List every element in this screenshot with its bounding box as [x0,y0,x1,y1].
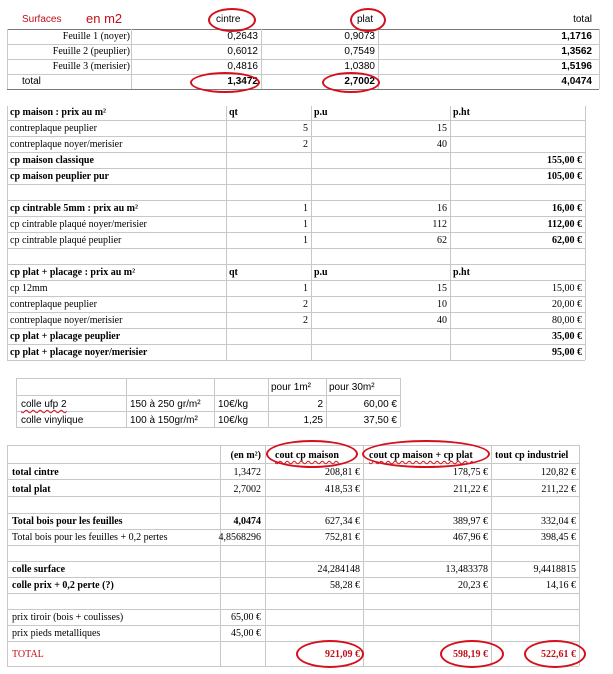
summary-row-m2: 2,7002 [233,484,261,495]
col-header-pht: p.ht [453,107,470,118]
annotation-circle [362,440,490,468]
surface-row-label: Feuille 1 (noyer) [62,31,130,42]
summary-row-m2: 4,0474 [233,516,261,527]
cp-row-pu: 16 [437,203,447,214]
grand-total-label: TOTAL [12,649,44,660]
summary-row-label: prix tiroir (bois + coulisses) [12,612,124,623]
col-header-1m: pour 1m² [271,382,312,393]
annotation-circle [524,640,586,668]
summary-row-maison: 418,53 € [325,484,360,495]
col-header-cout-maison-text: cout cp maison [275,450,339,461]
summary-row-maison: 24,284148 [317,564,360,575]
cp-row-label: contreplaque noyer/merisier [10,139,123,150]
cp-row-pht: 112,00 € [547,219,582,230]
cp-row-qt: 2 [303,299,308,310]
colle-q30: 37,50 € [363,415,397,426]
cp-row-label: cp 12mm [10,283,48,294]
cp-row-pu: 15 [437,283,447,294]
col-header-qt: qt [229,107,238,118]
annotation-circle [350,8,386,32]
cp-row-label: contreplaque noyer/merisier [10,315,123,326]
colle-q1: 1,25 [303,415,323,426]
summary-row-m2: 65,00 € [231,612,261,623]
summary-row-indus: 398,45 € [541,532,576,543]
col-header-30m: pour 30m² [329,382,375,393]
cp-maison-title: cp maison : prix au m² [10,107,107,118]
summary-row-plat: 211,22 € [453,484,488,495]
cp-row-pht: 15,00 € [552,283,582,294]
summary-row-m2: 4,8568296 [218,532,261,543]
surfaces-title: Surfaces [22,14,62,25]
cp-total-value: 105,00 € [547,171,582,182]
cp-total-label: cp maison peuplier pur [10,171,109,182]
summary-row-plat: 13,483378 [445,564,488,575]
summary-row-plat: 178,75 € [453,467,488,478]
col-header-plat: plat [357,14,374,25]
cp-row-qt: 5 [303,123,308,134]
colle-q30: 60,00 € [363,399,397,410]
cp-plat-title: cp plat + placage : prix au m² [10,267,136,278]
summary-row-maison: 627,34 € [325,516,360,527]
summary-row-label: total cintre [12,467,59,478]
summary-row-plat: 467,96 € [453,532,488,543]
cp-row-pu: 10 [437,299,447,310]
col-header-pu: p.u [314,107,328,118]
col-header-qt: qt [229,267,238,278]
cp-row-pu: 15 [437,123,447,134]
grand-total-plat: 598,19 € [453,649,488,660]
surface-row-total: 1,3562 [561,46,592,57]
annotation-circle [296,640,364,668]
summary-row-indus: 9,4418815 [533,564,576,575]
surface-row-total: 1,5196 [561,61,592,72]
cp-row-pht: 80,00 € [552,315,582,326]
summary-row-label: Total bois pour les feuilles [12,516,123,527]
col-header-cintre: cintre [216,14,241,25]
grand-total-indus: 522,61 € [541,649,576,660]
cp-row-pht: 62,00 € [552,235,582,246]
cp-row-qt: 1 [303,235,308,246]
summary-row-label: prix pieds metalliques [12,628,101,639]
cp-cintrable-label: cp cintrable plaqué noyer/merisier [10,219,147,230]
cp-row-label: contreplaque peuplier [10,299,97,310]
surfaces-unit: en m2 [86,11,123,26]
col-header-pht: p.ht [453,267,470,278]
summary-row-maison: 752,81 € [325,532,360,543]
annotation-circle [266,440,358,468]
surface-row-plat: 0,7549 [344,46,375,57]
summary-row-m2: 45,00 € [231,628,261,639]
colle-grammage: 100 à 150gr/m² [130,415,198,426]
cp-row-qt: 1 [303,219,308,230]
summary-row-maison: 58,28 € [330,580,360,591]
cp-row-pu: 62 [437,235,447,246]
surface-row-cintre: 0,6012 [227,46,258,57]
grand-total-maison: 921,09 € [325,649,360,660]
cp-total-value: 95,00 € [552,347,582,358]
surface-row-cintre: 0,4816 [227,61,258,72]
colle-price: 10€/kg [218,415,249,426]
annotation-circle [190,72,260,93]
surface-row-plat: 1,0380 [344,61,375,72]
col-header-pu: p.u [314,267,328,278]
cp-total-value: 35,00 € [552,331,582,342]
cp-row-pu: 112 [432,219,447,230]
summary-row-indus: 211,22 € [541,484,576,495]
cp-total-label: cp plat + placage noyer/merisier [10,347,148,358]
surface-total-total: 4,0474 [561,76,592,87]
cp-total-label: cp plat + placage peuplier [10,331,121,342]
cp-cintrable-label: cp cintrable 5mm : prix au m² [10,203,138,214]
summary-row-indus: 120,82 € [541,467,576,478]
cp-cintrable-label: cp cintrable plaqué peuplier [10,235,122,246]
surface-row-label: Feuille 3 (merisier) [52,61,130,72]
colle-price: 10€/kg [218,399,249,410]
cp-row-qt: 2 [303,139,308,150]
cp-row-pht: 16,00 € [552,203,582,214]
cp-row-qt: 1 [303,283,308,294]
cp-row-qt: 2 [303,315,308,326]
col-header-cout-plat-text: cout cp maison + cp plat [369,450,473,461]
annotation-circle [322,72,380,93]
colle-name: colle ufp 2 [21,399,67,410]
cp-row-pht: 20,00 € [552,299,582,310]
summary-row-label: total plat [12,484,51,495]
cp-total-label: cp maison classique [10,155,94,166]
annotation-circle [440,640,504,668]
cp-total-value: 155,00 € [547,155,582,166]
cp-row-qt: 1 [303,203,308,214]
surface-total-plat: 2,7002 [344,76,375,87]
summary-row-indus: 332,04 € [541,516,576,527]
cp-row-pu: 40 [437,139,447,150]
cp-row-label: contreplaque peuplier [10,123,97,134]
col-header-industriel: tout cp industriel [495,450,569,461]
summary-row-plat: 389,97 € [453,516,488,527]
col-header-m2: (en m²) [230,450,261,461]
surface-total-label: total [22,76,41,87]
colle-q1: 2 [317,399,323,410]
surface-total-cintre: 1,3472 [227,76,258,87]
surface-row-plat: 0,9073 [344,31,375,42]
cp-row-pu: 40 [437,315,447,326]
summary-row-label: colle prix + 0,2 perte (?) [12,580,114,591]
surface-row-total: 1,1716 [561,31,592,42]
colle-row-label [21,399,67,411]
surface-row-cintre: 0,2643 [227,31,258,42]
summary-row-plat: 20,23 € [458,580,488,591]
surface-row-label: Feuille 2 (peuplier) [52,46,130,57]
colle-row-label: colle vinylique [21,415,84,426]
summary-row-m2: 1,3472 [233,467,261,478]
col-header-total: total [573,14,592,25]
summary-row-label: Total bois pour les feuilles + 0,2 pertes [12,532,168,543]
summary-row-maison: 208,81 € [325,467,360,478]
annotation-circle [208,8,256,32]
summary-row-indus: 14,16 € [546,580,576,591]
summary-row-label: colle surface [12,564,66,575]
colle-grammage: 150 à 250 gr/m² [130,399,201,410]
